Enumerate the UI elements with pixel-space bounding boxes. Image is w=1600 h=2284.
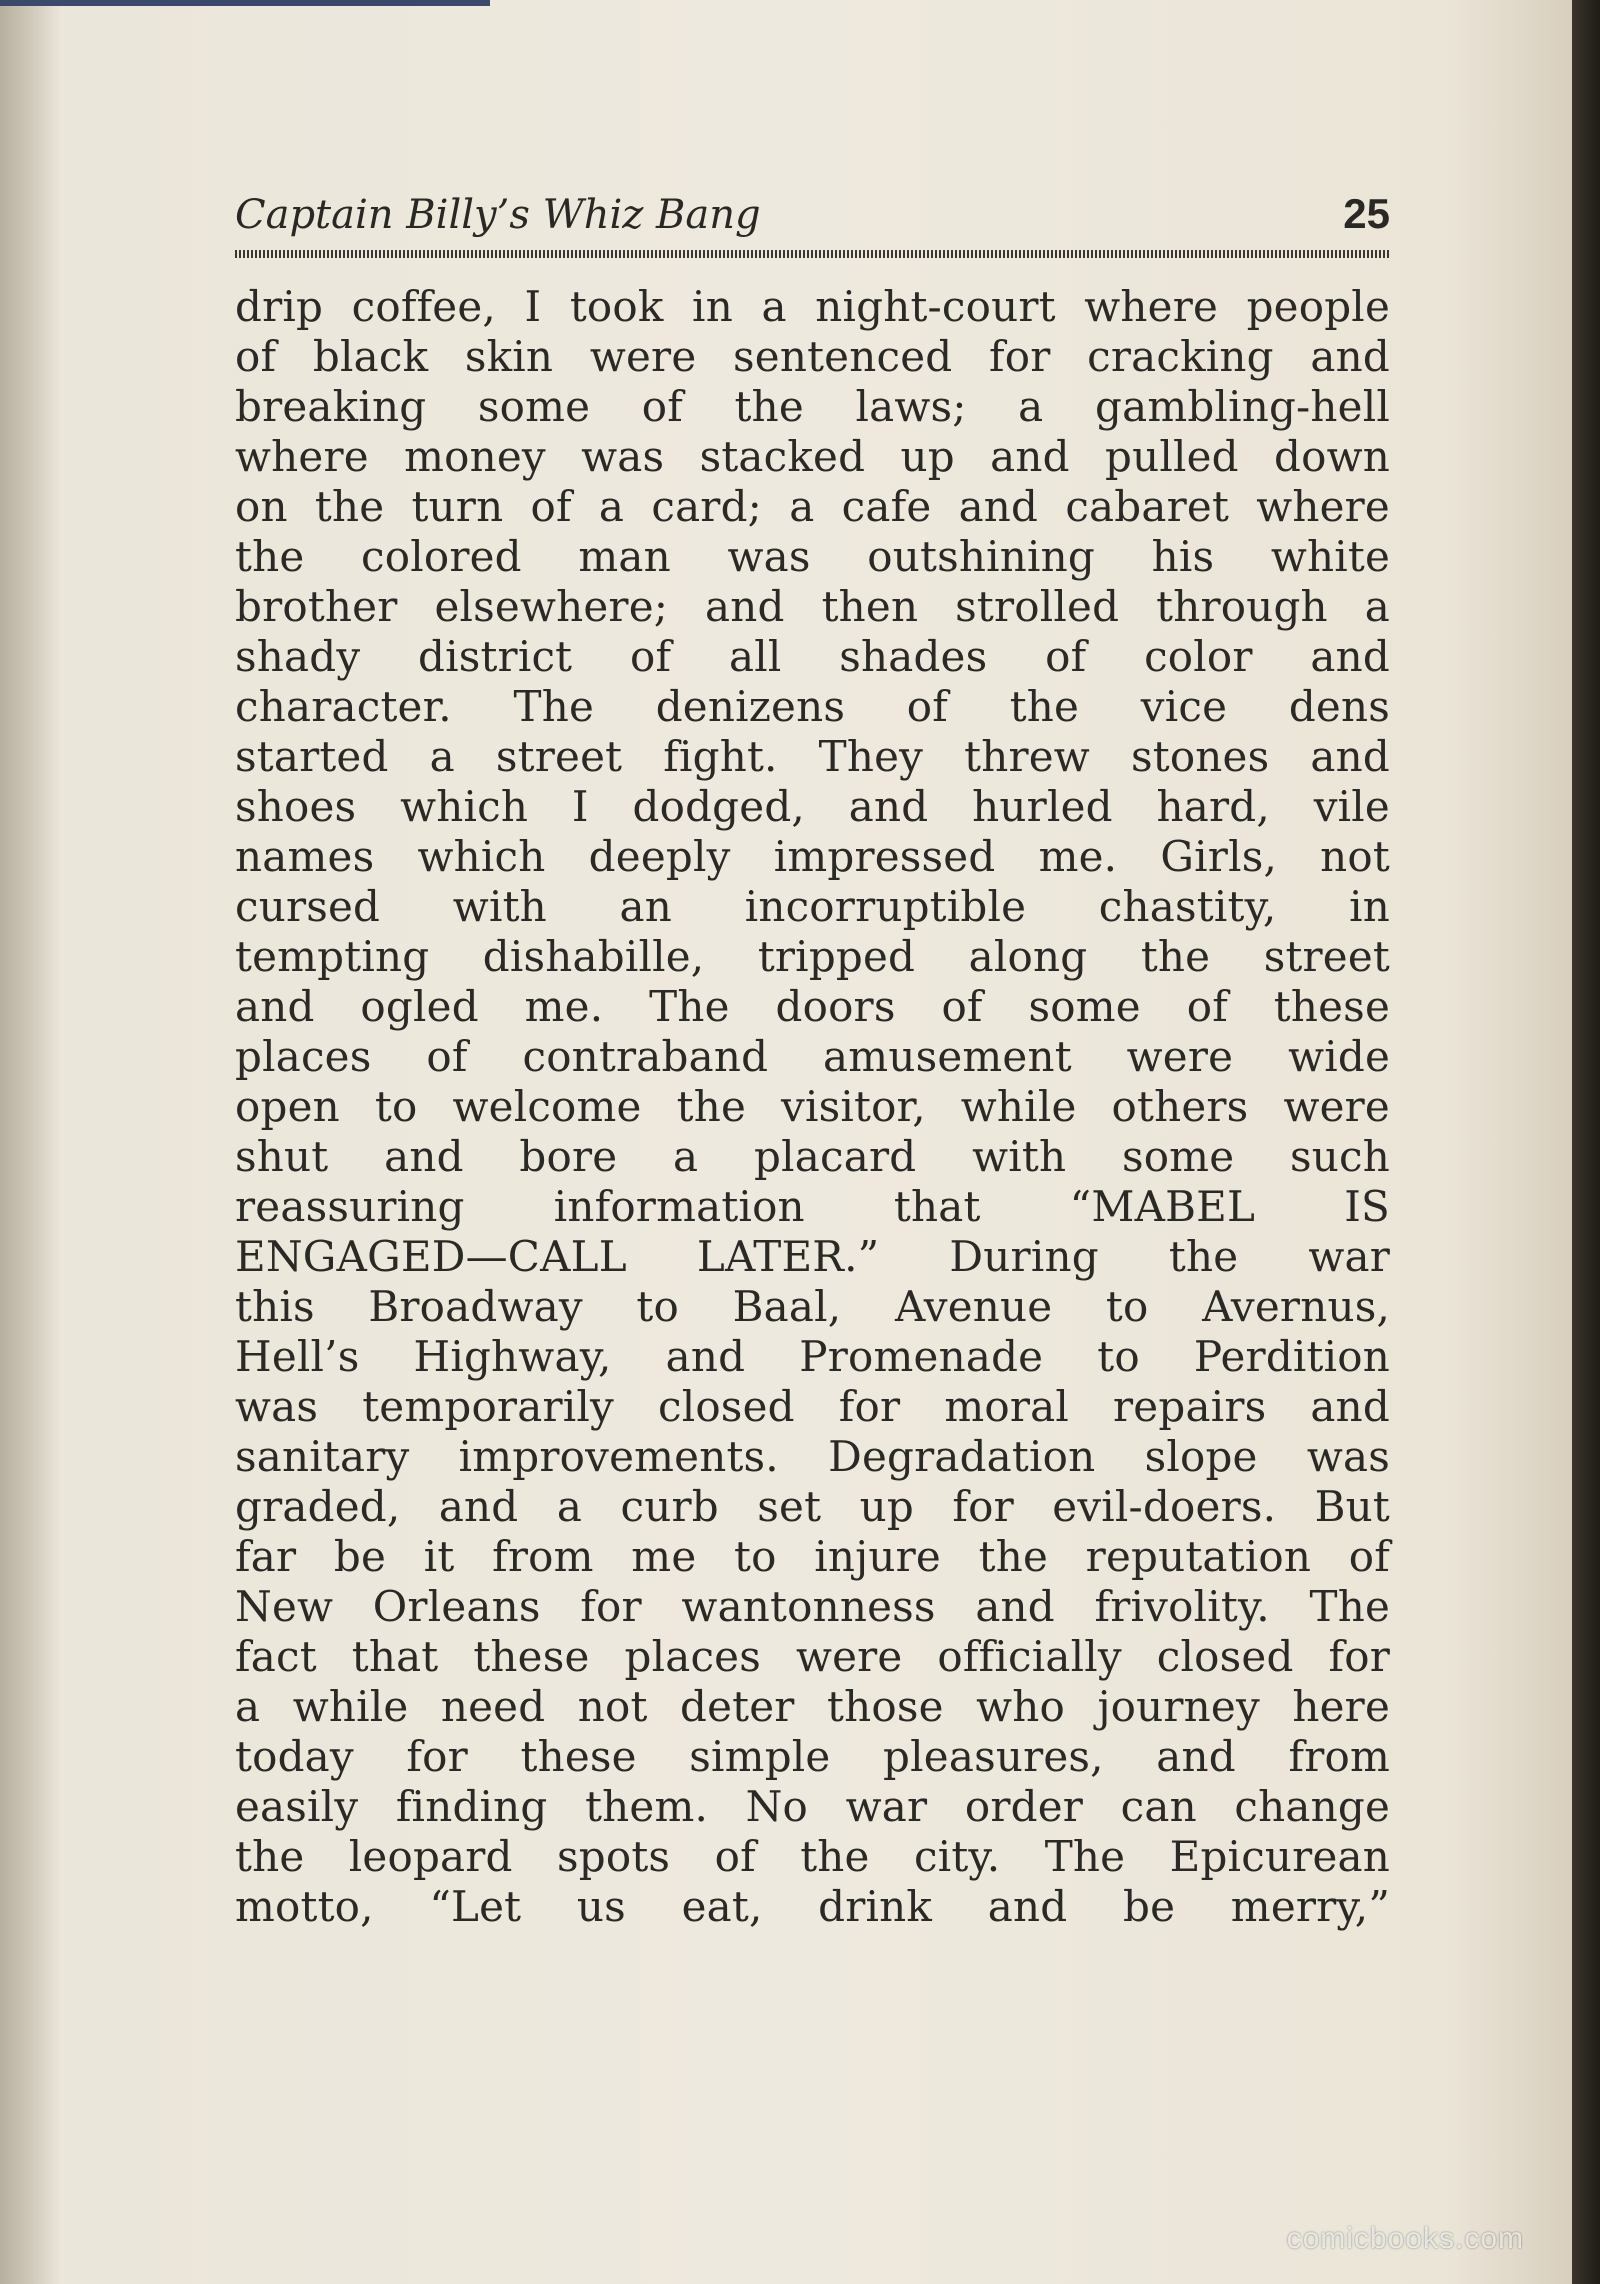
text-line: drip coffee, I took in a night-court where people (235, 282, 1390, 331)
text-line: sanitary improvements. Degradation slope was (235, 1432, 1390, 1481)
text-line: easily finding them. No war order can change (235, 1782, 1390, 1831)
page-number: 25 (1343, 190, 1390, 237)
text-line: was temporarily closed for moral repairs and (235, 1382, 1390, 1431)
body-text (235, 282, 1390, 1932)
text-line: started a street fight. They threw stones and (235, 732, 1390, 781)
text-line: the leopard spots of the city. The Epicurean (235, 1832, 1390, 1881)
text-line: tempting dishabille, tripped along the street (235, 932, 1390, 981)
text-line: where money was stacked up and pulled down (235, 432, 1390, 481)
text-line: this Broadway to Baal, Avenue to Avernus, (235, 1282, 1390, 1331)
text-line: fact that these places were officially closed for (235, 1632, 1390, 1681)
text-line: motto, “Let us eat, drink and be merry,” (235, 1882, 1390, 1931)
text-line: Hell’s Highway, and Promenade to Perdition (235, 1332, 1390, 1381)
cover-edge (0, 0, 490, 6)
running-title: Captain Billy’s Whiz Bang (235, 192, 761, 238)
text-line: New Orleans for wantonness and frivolity. The (235, 1582, 1390, 1631)
text-line: character. The denizens of the vice dens (235, 682, 1390, 731)
text-line: shady district of all shades of color and (235, 632, 1390, 681)
text-line: brother elsewhere; and then strolled through a (235, 582, 1390, 631)
text-line: reassuring information that “MABEL IS (235, 1182, 1390, 1231)
text-line: shut and bore a placard with some such (235, 1132, 1390, 1181)
text-line: today for these simple pleasures, and from (235, 1732, 1390, 1781)
text-line: far be it from me to injure the reputation of (235, 1532, 1390, 1581)
text-line: names which deeply impressed me. Girls, not (235, 832, 1390, 881)
text-line: places of contraband amusement were wide (235, 1032, 1390, 1081)
text-line: of black skin were sentenced for cracking and (235, 332, 1390, 381)
text-line: the colored man was outshining his white (235, 532, 1390, 581)
page-header (235, 192, 1390, 248)
text-line: open to welcome the visitor, while others were (235, 1082, 1390, 1131)
text-line: shoes which I dodged, and hurled hard, vile (235, 782, 1390, 831)
text-line: ENGAGED—CALL LATER.” During the war (235, 1232, 1390, 1281)
watermark: comicbooks.com (1286, 2222, 1524, 2255)
header-rule (235, 250, 1390, 258)
spine-shadow (0, 0, 60, 2284)
text-line: graded, and a curb set up for evil-doers. But (235, 1482, 1390, 1531)
page-edge-shadow (1572, 0, 1600, 2284)
text-line: and ogled me. The doors of some of these (235, 982, 1390, 1031)
text-line: a while need not deter those who journey here (235, 1682, 1390, 1731)
text-line: cursed with an incorruptible chastity, in (235, 882, 1390, 931)
text-line: on the turn of a card; a cafe and cabaret where (235, 482, 1390, 531)
text-line: breaking some of the laws; a gambling-hell (235, 382, 1390, 431)
